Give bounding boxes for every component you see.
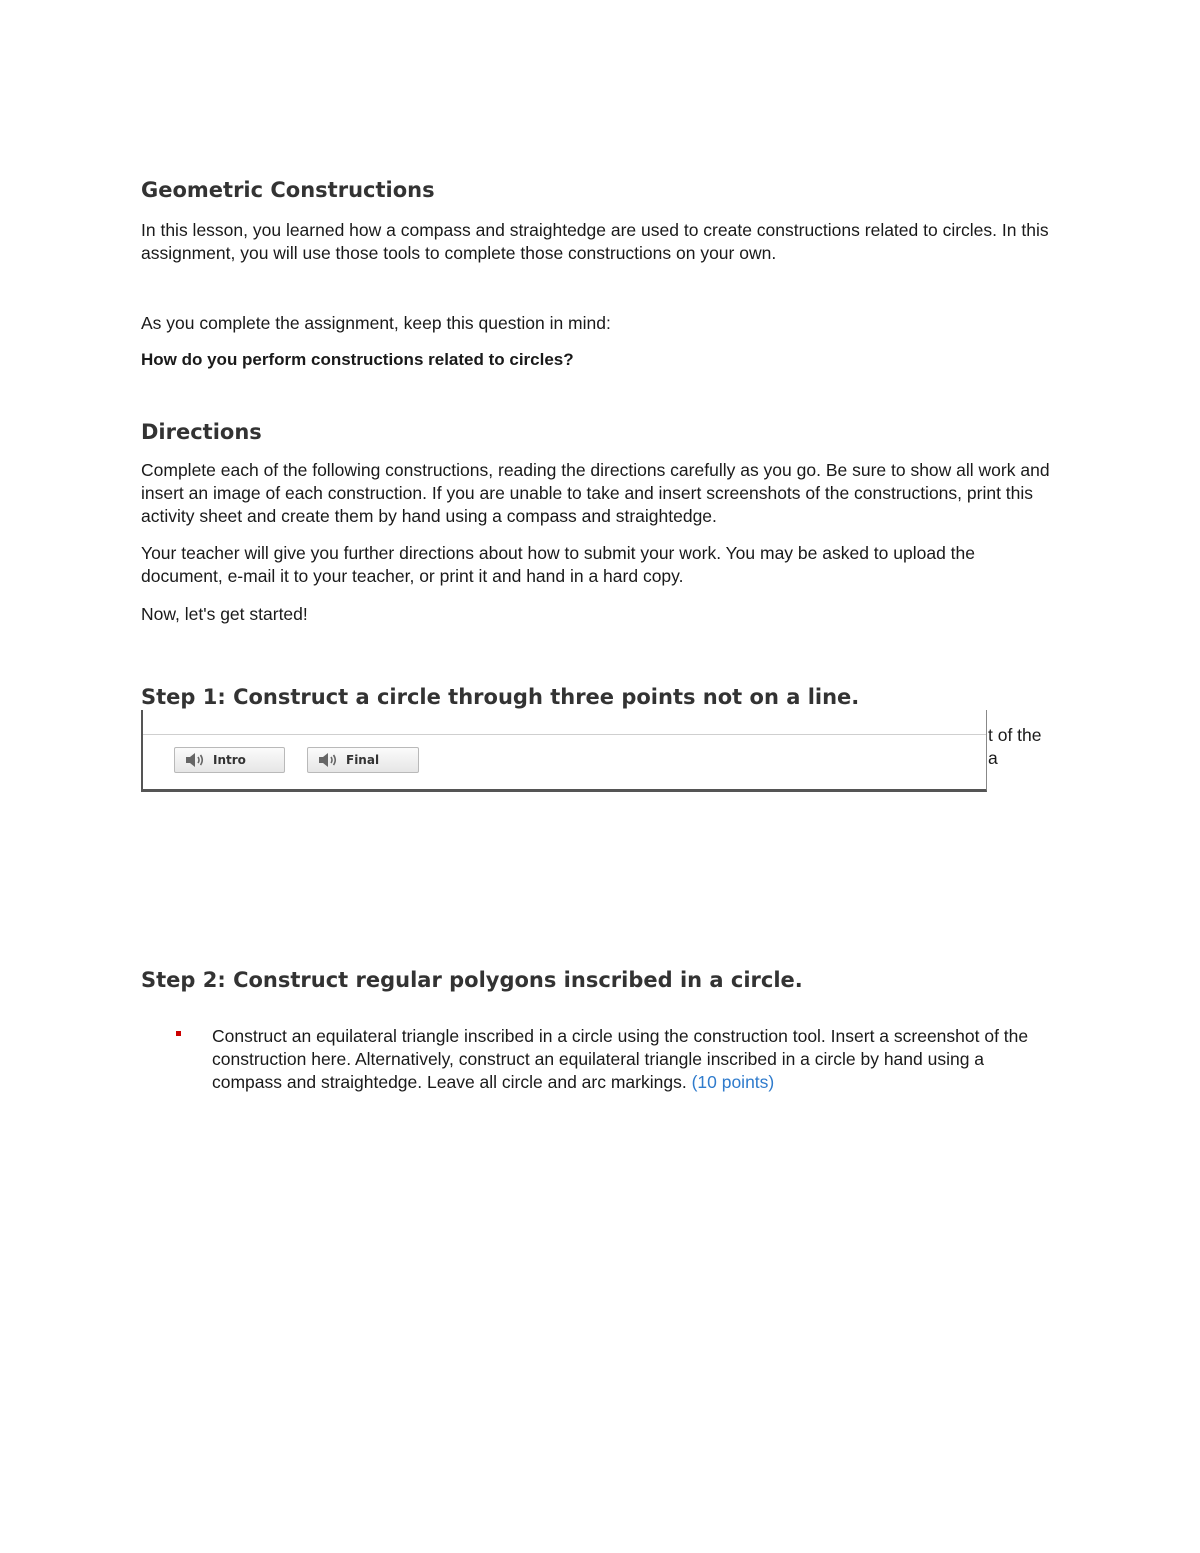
final-audio-label: Final [346,753,380,767]
keep-in-mind-text: As you complete the assignment, keep this question in mind: [141,313,611,333]
directions-paragraph-3: Now, let's get started! [141,604,308,624]
directions-paragraph-1: Complete each of the following constructions, reading the directions carefully as you go. Be sure to show all work and insert an image of each construction. If you are unable to take and insert screenshots of the constructions, print this activity sheet and create them by hand using a compass and straightedge. [141,460,1050,526]
speaker-icon [185,752,205,768]
intro-audio-button[interactable] [174,747,285,773]
bullet-marker [176,1031,181,1036]
intro-paragraph: In this lesson, you learned how a compass and straightedge are used to create constructions related to circles. In this assignment, you will use those tools to complete those constructions on your own. [141,220,1049,263]
step2-heading: Step 2: Construct regular polygons inscribed in a circle. [141,968,803,992]
directions-heading: Directions [141,420,262,444]
step2-bullet-item [212,1025,1052,1094]
final-audio-button[interactable] [307,747,419,773]
step1-heading: Step 1: Construct a circle through three points not on a line. [141,685,860,709]
speaker-icon [318,752,338,768]
step2-bullet-text: Construct an equilateral triangle inscribed in a circle using the construction tool. Insert a screenshot of the construction here. Alternatively, construct an equilateral triangle inscribed in a circle by hand using a compass and straightedge. Leave all circle and arc markings. [212,1026,1029,1092]
intro-audio-label: Intro [213,753,246,767]
guiding-question: How do you perform constructions related to circles? [141,350,574,369]
overflow-text-2: a [988,748,998,768]
widget-divider [143,734,986,735]
directions-paragraph-2: Your teacher will give you further directions about how to submit your work. You may be asked to upload the document, e-mail it to your teacher, or print it and hand in a hard copy. [141,543,976,586]
page-title: Geometric Constructions [141,178,435,202]
points-label: (10 points) [691,1072,775,1092]
overflow-text-1: t of the [988,725,1042,745]
audio-widget [141,710,987,792]
